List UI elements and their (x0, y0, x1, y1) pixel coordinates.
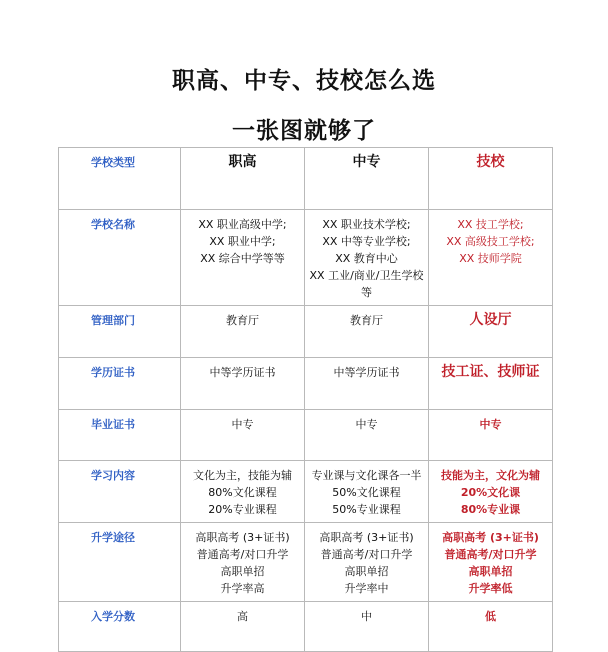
table-row-management-dept (59, 306, 553, 358)
cell-line: 中 (361, 610, 372, 623)
cell-zhigao (181, 602, 305, 652)
cell-jixiao (429, 148, 553, 210)
cell-zhigao (181, 306, 305, 358)
cell-line: 中等学历证书 (333, 366, 400, 379)
cell-line: XX 工业/商业/卫生学校等 (309, 269, 424, 299)
cell-line: 升学率高 (220, 582, 265, 595)
cell-line: 80%文化课程 (208, 486, 277, 499)
cell-zhigao (181, 410, 305, 461)
cell-line: 技校 (476, 154, 505, 170)
cell-line: 高职高考 (3+证书) (195, 531, 290, 544)
cell-jixiao (429, 523, 553, 602)
cell-zhongzhuan (305, 602, 429, 652)
cell-line: 低 (485, 610, 496, 623)
cell-line: 高职高考 (3+证书) (442, 531, 539, 544)
cell-line: 专业课与文化课各一半 (311, 469, 422, 482)
cell-jixiao (429, 306, 553, 358)
page-title: 职高、中专、技校怎么选 (172, 67, 436, 94)
table-row-admission-score (59, 602, 553, 652)
cell-line: 高职单招 (468, 565, 513, 578)
cell-line: XX 职业技术学校; (322, 218, 411, 231)
cell-line: 中专 (231, 418, 254, 431)
comparison-table (58, 147, 553, 652)
cell-line: 升学率中 (344, 582, 389, 595)
cell-line: 中专 (352, 154, 381, 170)
cell-zhigao (181, 461, 305, 523)
table-row-diploma (59, 358, 553, 410)
cell-line: 中专 (479, 418, 502, 431)
cell-zhongzhuan (305, 148, 429, 210)
cell-line: 50%专业课程 (332, 503, 401, 516)
cell-zhongzhuan (305, 358, 429, 410)
cell-zhongzhuan (305, 210, 429, 306)
cell-jixiao (429, 602, 553, 652)
row-label: 学历证书 (59, 358, 181, 410)
table-row-school-name (59, 210, 553, 306)
cell-zhigao (181, 210, 305, 306)
row-label: 学校类型 (59, 148, 181, 210)
cell-line: 高 (237, 610, 248, 623)
table-row-graduation-cert (59, 410, 553, 461)
cell-jixiao (429, 210, 553, 306)
cell-line: 人设厅 (469, 312, 512, 328)
cell-zhongzhuan (305, 461, 429, 523)
cell-line: 普通高考/对口升学 (320, 548, 413, 561)
page-subtitle: 一张图就够了 (232, 117, 376, 144)
cell-line: XX 技师学院 (459, 252, 522, 265)
cell-zhigao (181, 523, 305, 602)
row-label: 管理部门 (59, 306, 181, 358)
cell-line: 教育厅 (350, 314, 383, 327)
cell-zhongzhuan (305, 410, 429, 461)
cell-line: 20%文化课 (460, 486, 521, 499)
cell-line: 普通高考/对口升学 (196, 548, 289, 561)
cell-line: 升学率低 (468, 582, 513, 595)
cell-line: 80%专业课 (460, 503, 521, 516)
cell-line: XX 职业高级中学; (198, 218, 287, 231)
cell-line: 高职单招 (344, 565, 389, 578)
row-label: 学校名称 (59, 210, 181, 306)
cell-line: XX 职业中学; (209, 235, 276, 248)
cell-line: XX 中等专业学校; (322, 235, 411, 248)
cell-zhongzhuan (305, 523, 429, 602)
cell-line: 技工证、技师证 (441, 364, 540, 380)
table-row-school-type (59, 148, 553, 210)
cell-line: 教育厅 (226, 314, 259, 327)
cell-zhigao (181, 358, 305, 410)
cell-zhongzhuan (305, 306, 429, 358)
cell-line: 普通高考/对口升学 (444, 548, 537, 561)
cell-line: 技能为主，文化为辅 (441, 469, 540, 482)
cell-line: 文化为主，技能为辅 (193, 469, 292, 482)
cell-line: 中专 (355, 418, 378, 431)
cell-line: 50%文化课程 (332, 486, 401, 499)
row-label: 入学分数 (59, 602, 181, 652)
cell-jixiao (429, 461, 553, 523)
row-label: 升学途径 (59, 523, 181, 602)
cell-line: 高职高考 (3+证书) (319, 531, 414, 544)
table-row-study-content (59, 461, 553, 523)
cell-jixiao (429, 358, 553, 410)
cell-line: 中等学历证书 (209, 366, 276, 379)
cell-zhigao (181, 148, 305, 210)
cell-line: XX 教育中心 (335, 252, 398, 265)
row-label: 学习内容 (59, 461, 181, 523)
cell-line: XX 高级技工学校; (446, 235, 535, 248)
cell-line: 高职单招 (220, 565, 265, 578)
cell-line: 20%专业课程 (208, 503, 277, 516)
row-label: 毕业证书 (59, 410, 181, 461)
cell-line: XX 技工学校; (457, 218, 524, 231)
cell-line: XX 综合中学等等 (200, 252, 285, 265)
cell-line: 职高 (228, 154, 257, 170)
table-row-further-study (59, 523, 553, 602)
cell-jixiao (429, 410, 553, 461)
